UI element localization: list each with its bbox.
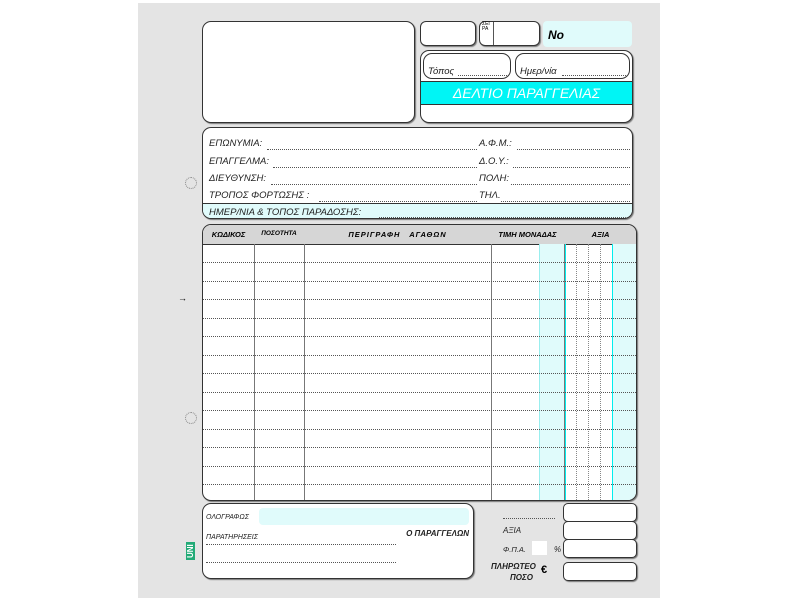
table-row[interactable] bbox=[203, 318, 636, 319]
phone-label: ΤΗΛ. bbox=[479, 190, 501, 201]
place-field[interactable] bbox=[423, 53, 511, 79]
table-row[interactable] bbox=[203, 429, 636, 430]
address-label: ΔΙΕΥΘΥΝΣΗ: bbox=[209, 173, 266, 184]
total-label-2: ΠΟΣΟ bbox=[510, 573, 533, 582]
table-row[interactable] bbox=[203, 355, 636, 356]
delivery-label: ΗΜΕΡ/ΝΙΑ & ΤΟΠΟΣ ΠΑΡΑΔΟΣΗΣ: bbox=[209, 207, 362, 218]
punch-hole bbox=[185, 412, 197, 424]
customer-block bbox=[202, 127, 633, 219]
total-label-1: ΠΛΗΡΩΤΕΟ bbox=[491, 562, 536, 571]
city-label: ΠΟΛΗ: bbox=[479, 173, 510, 184]
series-box-2[interactable] bbox=[479, 21, 540, 46]
table-row[interactable] bbox=[203, 299, 636, 300]
col-description: ΠΕΡΙΓΡΑΦΗ ΑΓΑΘΩΝ bbox=[348, 230, 447, 239]
punch-hole bbox=[185, 177, 197, 189]
table-row[interactable] bbox=[203, 484, 636, 485]
date-label: Ημερ/νία bbox=[520, 66, 557, 77]
place-label: Τόπος bbox=[428, 66, 455, 77]
in-words-label: ΟΛΟΓΡΑΦΩΣ bbox=[206, 514, 249, 521]
logo-box[interactable] bbox=[202, 21, 415, 123]
vat-rate-field[interactable] bbox=[532, 541, 547, 555]
title-block bbox=[420, 50, 633, 123]
vat-field[interactable] bbox=[563, 539, 637, 558]
subtotal-field[interactable] bbox=[563, 503, 637, 522]
table-row[interactable] bbox=[203, 392, 636, 393]
series-label: ΣΕΙΡΑ bbox=[482, 21, 490, 32]
number-label: No bbox=[548, 28, 564, 42]
delivery-field[interactable] bbox=[203, 203, 632, 218]
table-header bbox=[203, 225, 636, 245]
vat-label: Φ.Π.Α. bbox=[503, 545, 526, 554]
table-row[interactable] bbox=[203, 410, 636, 411]
series-box-1[interactable] bbox=[420, 21, 476, 46]
euro-icon: € bbox=[541, 564, 548, 576]
afm-label: Α.Φ.Μ.: bbox=[479, 138, 512, 149]
remarks-label: ΠΑΡΑΤΗΡΗΣΕΙΣ bbox=[206, 534, 258, 541]
name-label: ΕΠΩΝΥΜΙΑ: bbox=[209, 138, 263, 149]
table-row[interactable] bbox=[203, 262, 636, 263]
number-field[interactable] bbox=[543, 21, 632, 47]
table-row[interactable] bbox=[203, 336, 636, 337]
value-label: ΑΞΙΑ bbox=[503, 526, 522, 535]
doy-label: Δ.Ο.Υ.: bbox=[479, 156, 509, 167]
percent-label: % bbox=[554, 545, 562, 554]
profession-label: ΕΠΑΓΓΕΛΜΑ: bbox=[209, 156, 269, 167]
value-field[interactable] bbox=[563, 521, 637, 540]
arrow-marker: → bbox=[178, 293, 187, 303]
orderer-label: Ο ΠΑΡΑΓΓΕΛΩΝ bbox=[406, 529, 469, 538]
shipping-label: ΤΡΟΠΟΣ ΦΟΡΤΩΣΗΣ : bbox=[209, 190, 310, 201]
col-unit-price: ΤΙΜΗ ΜΟΝΑΔΑΣ bbox=[498, 230, 557, 239]
table-row[interactable] bbox=[203, 466, 636, 467]
table-row[interactable] bbox=[203, 281, 636, 282]
in-words-field[interactable] bbox=[259, 508, 469, 525]
table-row[interactable] bbox=[203, 373, 636, 374]
col-qty: ΠΟΣΟΤΗΤΑ bbox=[261, 230, 297, 237]
items-table bbox=[202, 224, 637, 501]
footer-notes bbox=[202, 503, 474, 579]
date-field[interactable] bbox=[515, 53, 630, 79]
col-code: ΚΩΔΙΚΟΣ bbox=[211, 230, 246, 239]
col-value: ΑΞΙΑ bbox=[591, 230, 610, 239]
document-title: ΔΕΛΤΙΟ ΠΑΡΑΓΓΕΛΙΑΣ bbox=[421, 81, 632, 105]
table-row[interactable] bbox=[203, 447, 636, 448]
brand-logo: UNI bbox=[186, 544, 195, 558]
total-field[interactable] bbox=[563, 562, 637, 581]
